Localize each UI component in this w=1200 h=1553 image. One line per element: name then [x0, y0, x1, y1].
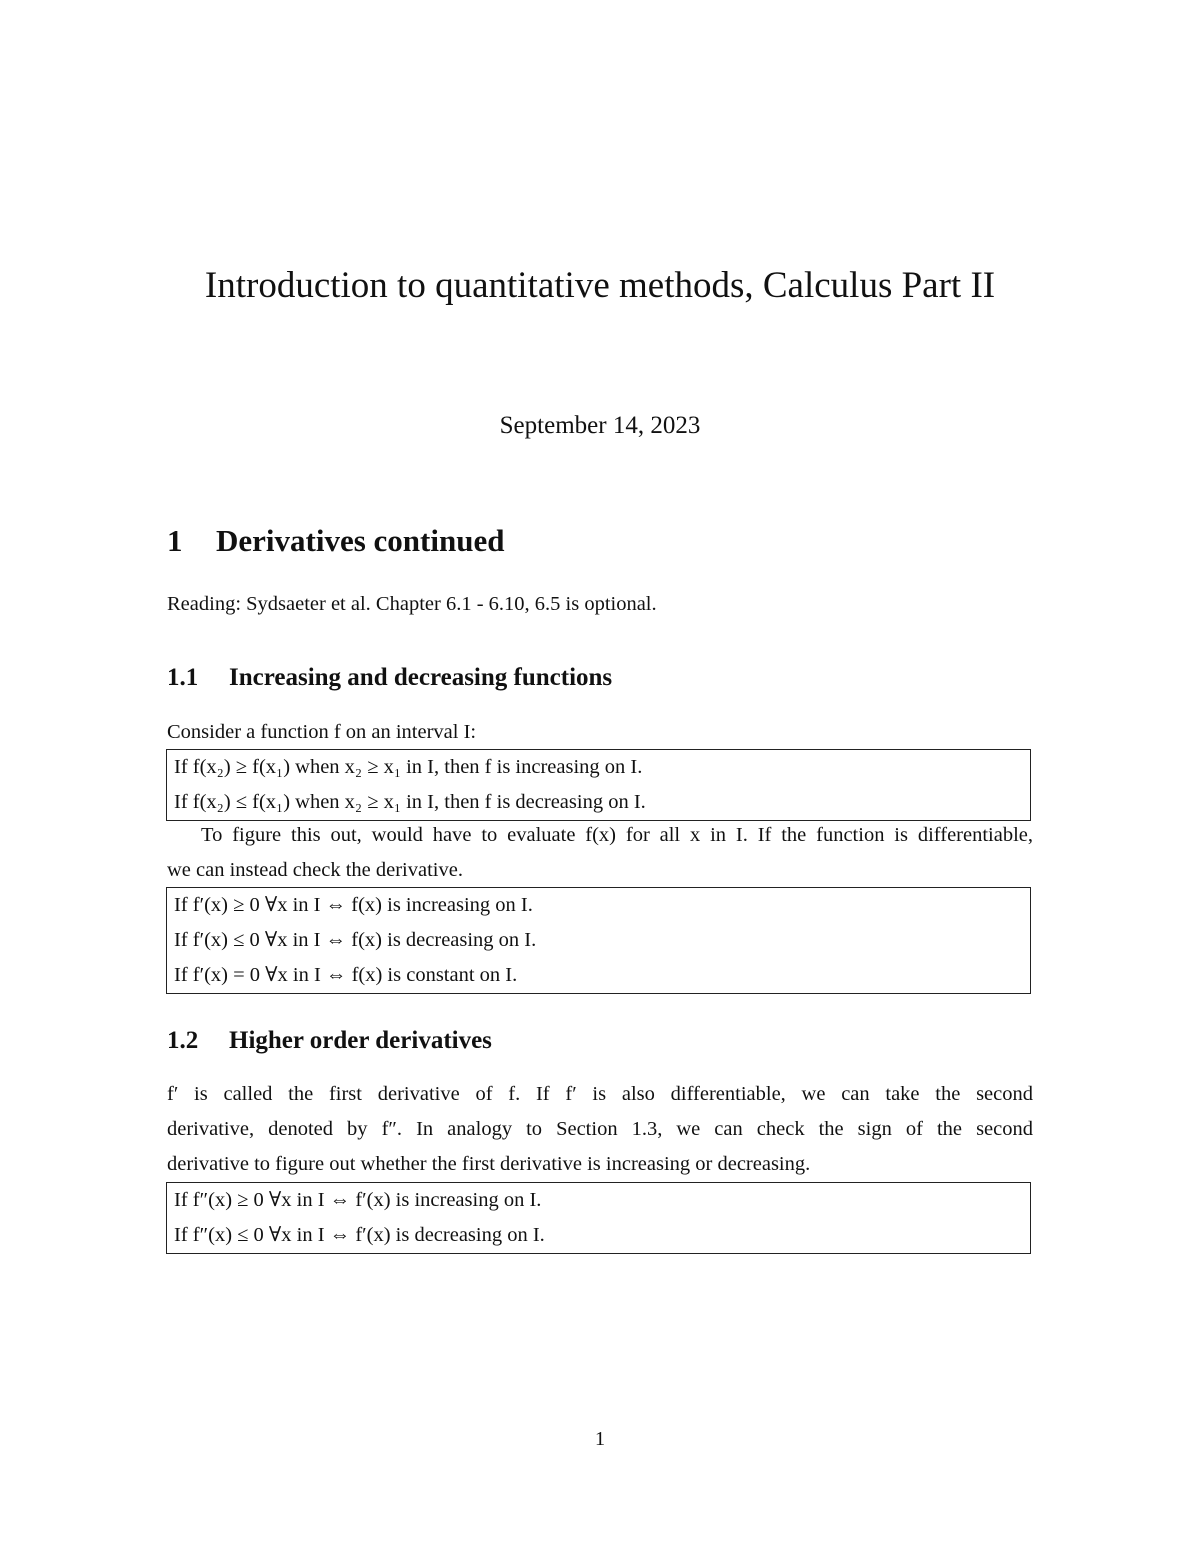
derivative-paragraph	[167, 818, 1033, 888]
section-number: 1	[167, 523, 183, 558]
paragraph-line: To figure this out, would have to evaluate f(x) for all x in I. If the function is differentiable,	[201, 824, 1033, 846]
reading-paragraph	[167, 587, 1033, 622]
box-row: If f′(x) = 0 ∀x in I ⇔ f(x) is constant on I.	[174, 964, 518, 986]
definition-box-monotonic	[166, 749, 1031, 821]
page-number: 1	[594, 1428, 606, 1450]
subsection-number: 1.2	[167, 1027, 199, 1054]
box-row: If f′(x) ≥ 0 ∀x in I ⇔ f(x) is increasing on I.	[174, 894, 533, 916]
box-row: If f′(x) ≤ 0 ∀x in I ⇔ f(x) is decreasing on I.	[174, 929, 537, 951]
definition-box-second-derivative	[166, 1182, 1031, 1254]
paragraph-line: we can instead check the derivative.	[167, 859, 463, 881]
paragraph-line: derivative to figure out whether the first derivative is increasing or decreasing.	[167, 1153, 811, 1175]
subsection-number: 1.1	[167, 664, 199, 691]
subsection-heading-1-1	[167, 662, 612, 694]
document-date: September 14, 2023	[499, 412, 701, 439]
subsection-title: Increasing and decreasing functions	[229, 664, 613, 691]
section-heading-1	[167, 521, 504, 561]
subsection-title: Higher order derivatives	[229, 1027, 492, 1054]
box-row: If f(x₂) ≥ f(x₁) when x₂ ≥ x₁ in I, then f is increasing on I.	[174, 756, 643, 778]
subsection-heading-1-2	[167, 1025, 492, 1057]
intro-paragraph	[167, 715, 1033, 750]
document-title: Introduction to quantitative methods, Calculus Part II	[204, 265, 996, 306]
reading-text: Reading: Sydsaeter et al. Chapter 6.1 - 6.10, 6.5 is optional.	[167, 593, 657, 615]
box-row: If f(x₂) ≤ f(x₁) when x₂ ≥ x₁ in I, then f is decreasing on I.	[174, 791, 646, 813]
box-row: If f″(x) ≥ 0 ∀x in I ⇔ f′(x) is increasing on I.	[174, 1189, 542, 1211]
paragraph-line: derivative, denoted by f″. In analogy to Section 1.3, we can check the sign of the second	[167, 1118, 1033, 1140]
section-title: Derivatives continued	[216, 523, 505, 558]
box-row: If f″(x) ≤ 0 ∀x in I ⇔ f′(x) is decreasing on I.	[174, 1224, 545, 1246]
higher-order-paragraph	[167, 1077, 1033, 1182]
paragraph-line: f′ is called the first derivative of f. If f′ is also differentiable, we can take the second	[167, 1083, 1033, 1105]
intro-text: Consider a function f on an interval I:	[167, 721, 477, 743]
definition-box-first-derivative	[166, 887, 1031, 994]
